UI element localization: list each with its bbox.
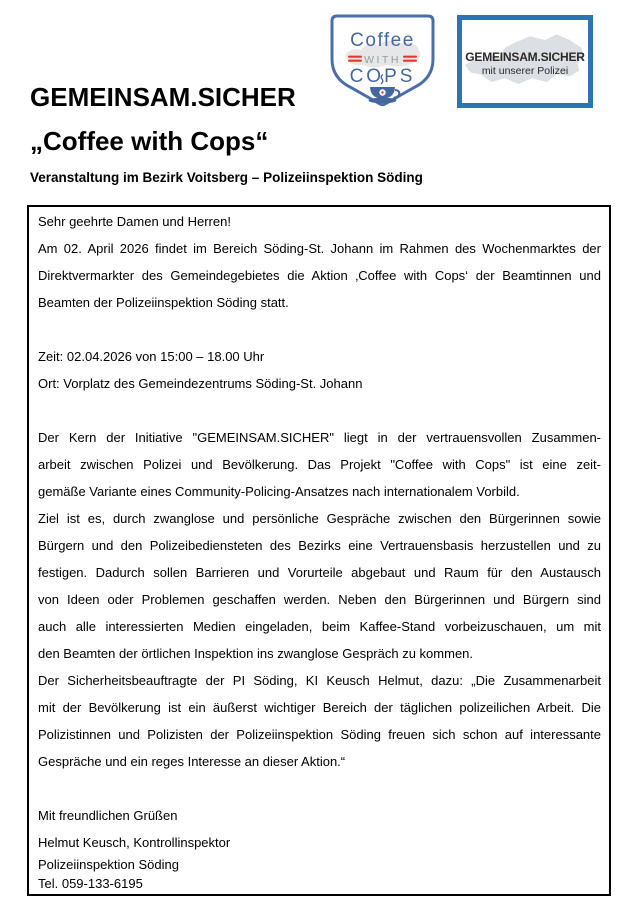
gemeinsam-sicher-label: GEMEINSAM.SICHER xyxy=(465,50,585,64)
signature-phone: Tel. 059-133-6195 xyxy=(38,875,143,891)
letter-line-salutation: Sehr geehrte Damen und Herren! xyxy=(38,214,231,229)
letter-line: Der Sicherheitsbeauftragte der PI Söding, KI Keusch Helmut, dazu: „Die Zusammenarbeit xyxy=(38,673,601,688)
letter-blank-line xyxy=(38,316,601,343)
with-word: WITH xyxy=(364,54,401,66)
page-title-line2: „Coffee with Cops“ xyxy=(30,126,269,156)
gemeinsam-sicher-logo xyxy=(457,15,593,108)
letter-line: gemäße Variante eines Community-Policing-Ansatzes nach internationalem Vorbild. xyxy=(38,484,520,499)
letter-line: Der Kern der Initiative "GEMEINSAM.SICHER" liegt in der vertrauensvollen Zusammen- xyxy=(38,430,601,445)
coffee-word: Coffee xyxy=(350,30,415,51)
letter-line-closing: Mit freundlichen Grüßen xyxy=(38,808,178,823)
cops-word: COPS xyxy=(349,66,416,87)
letter-line: den Beamten der örtlichen Inspektion ins zwanglose Gespräch zu kommen. xyxy=(38,646,474,661)
page-title: GEMEINSAM.SICHER xyxy=(30,82,296,112)
letter-blank-line xyxy=(38,397,601,424)
letter-line: Ziel ist es, durch zwanglose und persönliche Gespräche zwischen den Bürgerinnen sowie xyxy=(38,511,601,526)
letter-body-box xyxy=(27,205,611,896)
letter-line-time: Zeit: 02.04.2026 von 15:00 – 18.00 Uhr xyxy=(38,349,265,364)
letter-line: festigen. Dadurch sollen Barrieren und Vorurteile abgebaut und Raum für den Austausch xyxy=(38,565,601,580)
page-subtitle: Veranstaltung im Bezirk Voitsberg – Polizeiinspektion Söding xyxy=(30,170,423,185)
letter-line: arbeit zwischen Polizei und Bevölkerung. Das Projekt "Coffee with Cops" ist eine zeit- xyxy=(38,457,601,472)
letter-line: Am 02. April 2026 findet im Bereich Söding-St. Johann im Rahmen des Wochenmarktes der xyxy=(38,241,601,256)
mit-unserer-polizei-label: mit unserer Polizei xyxy=(481,65,569,77)
letter-line-place: Ort: Vorplatz des Gemeindezentrums Söding-St. Johann xyxy=(38,376,363,391)
letter-line: Beamten der Polizeiinspektion Söding statt. xyxy=(38,295,289,310)
letter-line: Gespräche und ein reges Interesse an dieser Aktion.“ xyxy=(38,754,346,769)
letter-line: Direktvermarkter des Gemeindegebietes die Aktion ‚Coffee with Cops‘ der Beamtinnen und xyxy=(38,268,601,283)
gemeinsam-sicher-text xyxy=(462,50,588,77)
signature-unit: Polizeiinspektion Söding xyxy=(38,857,179,872)
signature-name: Helmut Keusch, Kontrollinspektor xyxy=(38,835,231,850)
letter-line: auch alle interessierten Medien eingeladen, beim Kaffee-Stand vorbeizuschauen, um mit xyxy=(38,619,601,634)
letter-line: von Ideen oder Problemen geschaffen werden. Neben den Bürgerinnen und Bürgern sind xyxy=(38,592,601,607)
letter-blank-line xyxy=(38,775,601,802)
coffee-with-cops-logo xyxy=(327,13,438,110)
letter-line: Bürgern und den Polizeibediensteten des Bezirks eine Vertrauensbasis herzustellen und zu xyxy=(38,538,601,553)
letter-line: Polizistinnen und Polizisten der Polizeiinspektion Söding freuen sich schon auf interessante xyxy=(38,727,601,742)
letter-line: mit der Bevölkerung ist ein äußerst wichtiger Bereich der täglichen polizeilichen Arbeit. Die xyxy=(38,700,601,715)
